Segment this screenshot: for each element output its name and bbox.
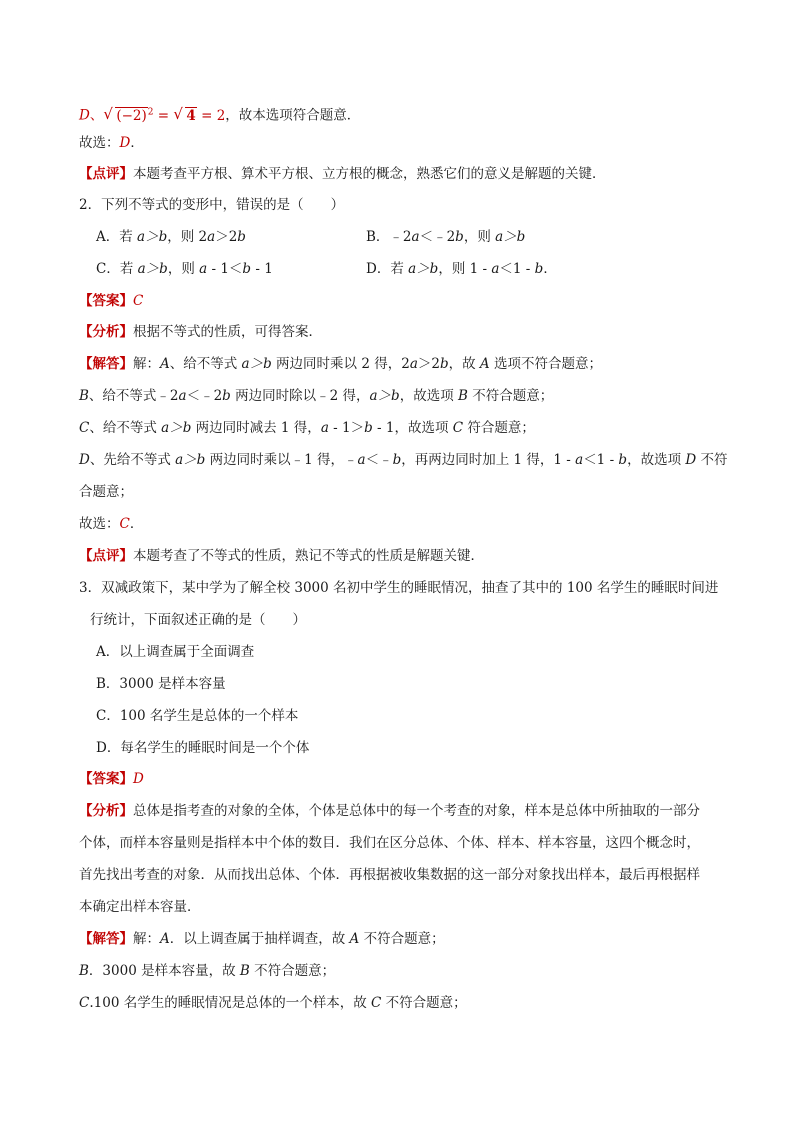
text-run: D．每名学生的睡眠时间是一个个体 xyxy=(96,740,310,756)
text-run: A xyxy=(160,931,170,947)
text-run: ，则 1 - xyxy=(438,261,492,277)
text-run: 、 xyxy=(89,107,104,124)
text-run: C xyxy=(79,420,90,436)
text-run: B xyxy=(458,388,468,404)
text-run: a xyxy=(357,452,366,468)
text-run: a＞b xyxy=(369,388,400,404)
text-run: - 1 xyxy=(251,261,273,277)
text-run: D xyxy=(119,135,131,151)
text-run: a xyxy=(575,452,584,468)
question-2-analysis xyxy=(79,323,322,341)
text-run: ＜﹣2 xyxy=(186,388,223,404)
text-run: B．﹣2 xyxy=(366,229,412,245)
line-choose-c xyxy=(79,515,143,533)
text-run: ，则 xyxy=(167,261,200,277)
text-run: D xyxy=(79,107,90,124)
text-run: b xyxy=(618,452,628,468)
text-run: 本题考查平方根、算术平方根、立方根的概念，熟悉它们的意义是解题的关键． xyxy=(133,166,606,182)
question-3-option-d xyxy=(96,739,309,757)
text-run: - 1＞ xyxy=(328,420,365,436)
text-run: A xyxy=(349,931,360,947)
text-run: A xyxy=(160,356,170,372)
text-run: a＞b xyxy=(161,420,192,436)
text-run: a xyxy=(178,388,187,404)
text-run: A．以上调查属于全面调查 xyxy=(96,644,255,660)
question-2-solution-c xyxy=(79,419,535,437)
text-run: D．若 xyxy=(366,261,409,277)
text-run: A．若 xyxy=(96,229,138,245)
text-run: - 1＜ xyxy=(207,261,243,277)
text-run: 两边同时乘以﹣1 得，﹣ xyxy=(205,452,358,468)
text-run: C xyxy=(452,420,464,436)
text-run: 【分析】 xyxy=(79,324,133,340)
text-run: a xyxy=(411,229,420,245)
text-run: ，故 xyxy=(448,356,480,372)
question-3-solution-c xyxy=(79,994,467,1012)
text-run: 、给不等式﹣2 xyxy=(88,388,179,404)
text-run: = 2 xyxy=(196,107,226,124)
text-run: 、给不等式 xyxy=(169,356,242,372)
text-run: D xyxy=(685,452,697,468)
text-run: C xyxy=(119,516,130,532)
text-run: a＞b xyxy=(175,452,206,468)
text-run: 、先给不等式 xyxy=(89,452,176,468)
question-3-option-a xyxy=(96,643,254,661)
text-run: ．3000 是样本容量，故 xyxy=(88,963,240,979)
question-3-analysis-cont-2 xyxy=(79,866,700,884)
text-run: ，故选项 xyxy=(399,388,458,404)
text-run: ＜1 - xyxy=(499,261,535,277)
text-run: ＜﹣2 xyxy=(419,229,456,245)
text-run: b xyxy=(222,388,231,404)
text-run: 选项不符合题意； xyxy=(489,356,602,372)
text-run: a＞b xyxy=(137,229,168,245)
question-2-option-a xyxy=(96,228,246,246)
text-run: 解： xyxy=(133,931,160,947)
text-run: a＞b xyxy=(137,261,168,277)
text-run: ，则 2 xyxy=(167,229,208,245)
text-run: 解： xyxy=(133,356,160,372)
text-run: B．3000 是样本容量 xyxy=(96,676,226,692)
text-run: ＜1 - xyxy=(583,452,619,468)
line-choose-d xyxy=(79,134,144,152)
text-run: 不符合题意； xyxy=(381,995,467,1011)
text-run: A xyxy=(479,356,490,372)
text-run: D xyxy=(133,771,144,787)
text-run: 【点评】 xyxy=(79,548,133,564)
text-run: 、给不等式 xyxy=(89,420,162,436)
question-3-stem-cont xyxy=(90,611,306,629)
question-2-solution-b xyxy=(79,387,553,405)
text-run: C xyxy=(79,995,90,1011)
question-2-solution-d-cont xyxy=(79,483,133,501)
text-run: 2 xyxy=(147,107,154,117)
text-run: 根据不等式的性质，可得答案． xyxy=(133,324,322,340)
text-run: a xyxy=(207,229,216,245)
text-run: a＞b xyxy=(408,261,439,277)
text-run: 不符 xyxy=(696,452,728,468)
text-run: ＞2 xyxy=(417,356,440,372)
text-run: = xyxy=(153,107,174,124)
question-3-option-c xyxy=(96,707,298,725)
text-run: ，故选项 xyxy=(627,452,686,468)
question-2-solution-d xyxy=(79,451,728,469)
text-run: C xyxy=(133,293,144,309)
text-run: 【解答】 xyxy=(79,931,133,947)
text-run: C．100 名学生是总体的一个样本 xyxy=(96,708,299,724)
text-run: 4 xyxy=(186,107,196,124)
text-run: 故选： xyxy=(79,135,120,151)
text-run: b xyxy=(439,356,449,372)
text-run: ． xyxy=(129,516,144,532)
text-run: a xyxy=(320,420,329,436)
text-run: 不符合题意； xyxy=(359,931,445,947)
line-comment-2 xyxy=(79,547,484,565)
question-3-stem xyxy=(79,579,718,597)
text-run: 合题意； xyxy=(79,484,133,500)
text-run: 【分析】 xyxy=(79,803,133,819)
text-run: a xyxy=(491,261,500,277)
question-3-solution-b xyxy=(79,962,335,980)
text-run: (−2) xyxy=(116,107,147,124)
text-run: b xyxy=(455,229,464,245)
text-run: 3．双减政策下，某中学为了解全校 3000 名初中学生的睡眠情况，抽查了其中的 100 名学生的睡眠时间进 xyxy=(79,580,719,596)
question-3-answer xyxy=(79,770,144,788)
text-run: 两边同时减去 1 得， xyxy=(191,420,321,436)
question-3-analysis xyxy=(79,802,700,820)
text-run: 两边同时乘以 2 得，2 xyxy=(271,356,410,372)
text-run: b xyxy=(242,261,252,277)
text-run: b xyxy=(237,229,246,245)
text-run: ．以上调查属于抽样调查，故 xyxy=(169,931,350,947)
line-option-d-sqrt xyxy=(79,103,360,125)
text-run: 不符合题意； xyxy=(467,388,554,404)
text-run: B xyxy=(79,963,89,979)
text-run: 【答案】 xyxy=(79,293,133,309)
text-run: ，故本选项符合题意． xyxy=(225,107,361,124)
text-run: 【解答】 xyxy=(79,356,133,372)
text-run: 本确定出样本容量． xyxy=(79,899,201,915)
question-3-analysis-cont-1 xyxy=(79,834,700,852)
text-run: ． xyxy=(543,261,557,277)
question-3-solution-a xyxy=(79,930,445,948)
text-run: D xyxy=(79,452,90,468)
text-run: C．若 xyxy=(96,261,138,277)
text-run: b xyxy=(534,261,544,277)
question-2-option-d xyxy=(366,260,557,278)
text-run: 首先找出考查的对象．从而找出总体、个体．再根据被收集数据的这一部分对象找出样本，最后再根据样 xyxy=(79,867,700,883)
text-run: B xyxy=(239,963,250,979)
text-run: - 1，故选项 xyxy=(372,420,453,436)
line-comment-1 xyxy=(79,165,606,183)
text-run: 2．下列不等式的变形中，错误的是（ ） xyxy=(79,197,345,213)
text-run: ，则 xyxy=(463,229,496,245)
text-run: ． xyxy=(130,135,144,151)
text-run: 故选： xyxy=(79,516,120,532)
text-run: 不符合题意； xyxy=(249,963,336,979)
text-run: C xyxy=(370,995,382,1011)
text-run: a＞b xyxy=(241,356,272,372)
question-3-option-b xyxy=(96,675,226,693)
text-run: 【答案】 xyxy=(79,771,133,787)
text-run: 符合题意； xyxy=(463,420,535,436)
text-run: .100 名学生的睡眠情况是总体的一个样本，故 xyxy=(89,995,371,1011)
text-run: 两边同时除以﹣2 得， xyxy=(230,388,370,404)
text-run: a xyxy=(409,356,418,372)
text-run: ，再两边同时加上 1 得，1 - xyxy=(401,452,576,468)
text-run: a＞b xyxy=(495,229,526,245)
question-3-analysis-cont-3 xyxy=(79,898,201,916)
text-run: B xyxy=(79,388,89,404)
question-2-option-c xyxy=(96,260,273,278)
question-2-stem xyxy=(79,196,344,214)
text-run: 总体是指考查的对象的全体，个体是总体中的每一个考查的对象，样本是总体中所抽取的一部分 xyxy=(133,803,700,819)
text-run: b xyxy=(364,420,373,436)
sqrt-expression xyxy=(103,108,225,124)
text-run: ＜﹣ xyxy=(365,452,393,468)
question-2-answer xyxy=(79,292,143,310)
question-2-option-b xyxy=(366,228,525,246)
text-run: ＞2 xyxy=(215,229,238,245)
text-run: 个体，而样本容量则是指样本中个体的数目．我们在区分总体、个体、样本、样本容量，这四个概念时， xyxy=(79,835,700,851)
question-2-solution-a xyxy=(79,355,602,373)
text-run: a xyxy=(199,261,208,277)
text-run: 本题考查了不等式的性质，熟记不等式的性质是解题关键． xyxy=(133,548,484,564)
text-run: b xyxy=(392,452,402,468)
text-run: 行统计，下面叙述正确的是（ ） xyxy=(90,612,306,628)
comment-tag: 【点评】 xyxy=(79,166,133,182)
